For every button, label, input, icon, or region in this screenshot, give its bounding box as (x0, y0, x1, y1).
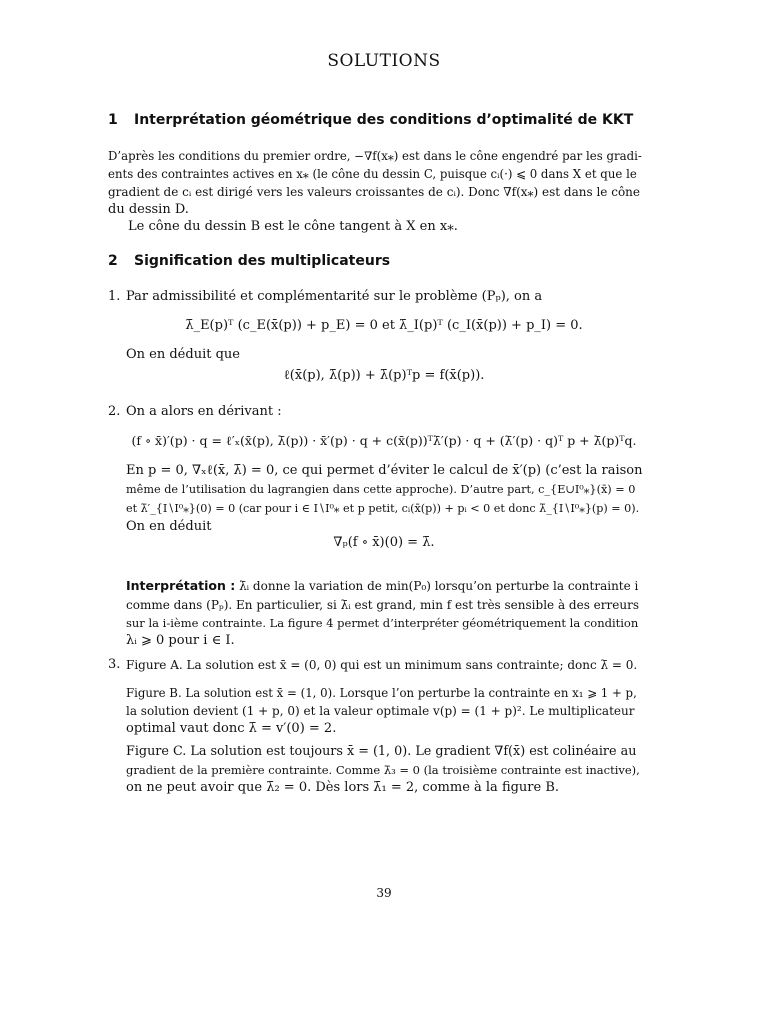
section-1-number: 1 (108, 112, 118, 128)
section-1-line-4: du dessin D. (108, 202, 189, 217)
section-1-line-2: ents des contraintes actives en x⁎ (le cône du dessin C, puisque cᵢ(·) ⩽ 0 dans X et que le (108, 167, 637, 181)
figure-c-line-1: Figure C. La solution est toujours x̄ = (1, 0). Le gradient ∇f(x̄) est colinéaire au (126, 744, 637, 759)
interpretation-label: Interprétation : (126, 578, 236, 593)
figure-c-line-3: on ne peut avoir que λ̄₂ = 0. Dès lors λ̄₁ = 2, comme à la figure B. (126, 780, 560, 795)
item-2-line-2: même de l’utilisation du lagrangien dans cette approche). D’autre part, c_{E∪I⁰⁎}(x̄) = 0 (126, 483, 636, 496)
item-2-line-1: En p = 0, ∇ₓℓ(x̄, λ̄) = 0, ce qui permet d’éviter le calcul de x̄′(p) (c’est la raison (126, 463, 643, 478)
section-1-line-1: D’après les conditions du premier ordre, −∇f(x⁎) est dans le cône engendré par les gradi- (108, 149, 642, 163)
section-1-heading (108, 112, 633, 128)
item-2-number: 2. (108, 404, 121, 419)
item-2-line-4: On en déduit (126, 519, 212, 534)
interpretation-line-2: comme dans (Pₚ). En particulier, si λ̄ᵢ est grand, min f est très sensible à des erreurs (126, 598, 639, 612)
section-2-number: 2 (108, 253, 118, 269)
page-title: SOLUTIONS (327, 51, 441, 71)
section-1-line-5: Le cône du dessin B est le cône tangent à X en x⁎. (128, 219, 458, 234)
figure-b-line-3: optimal vaut donc λ̄ = v′(0) = 2. (126, 721, 337, 736)
item-1-equation-1: λ̄_E(p)ᵀ (c_E(x̄(p)) + p_E) = 0 et λ̄_I(p)ᵀ (c_I(x̄(p)) + p_I) = 0. (185, 318, 583, 333)
item-3-number: 3. (108, 657, 121, 672)
figure-c-line-2: gradient de la première contrainte. Comme λ̄₃ = 0 (la troisième contrainte est inactive), (126, 763, 640, 777)
section-2-title: Signification des multiplicateurs (134, 253, 391, 269)
item-2-line-3: et λ̄′_{I∖I⁰⁎}(0) = 0 (car pour i ∈ I∖I⁰⁎ et p petit, cᵢ(x̄(p)) + pᵢ < 0 et donc λ̄_{I∖I⁰⁎}(p) = 0). (126, 502, 640, 515)
interpretation-line-3: sur la i-ième contrainte. La figure 4 permet d’interpréter géométriquement la condition (126, 616, 639, 630)
item-1-equation-2: ℓ(x̄(p), λ̄(p)) + λ̄(p)ᵀp = f(x̄(p)). (283, 368, 485, 383)
interpretation-line-1 (126, 578, 643, 594)
section-2-heading (108, 253, 390, 269)
item-1-text-2: On en déduit que (126, 347, 240, 362)
item-1-number: 1. (108, 289, 121, 304)
section-1-title: Interprétation géométrique des conditions d’optimalité de KKT (134, 112, 634, 128)
figure-b-line-1: Figure B. La solution est x̄ = (1, 0). Lorsque l’on perturbe la contrainte en x₁ ⩾ 1 + p, (126, 686, 637, 700)
figure-a-text: Figure A. La solution est x̄ = (0, 0) qui est un minimum sans contrainte; donc λ̄ = 0. (126, 658, 638, 672)
item-2-text: On a alors en dérivant : (126, 404, 282, 419)
interpretation-text-1: λ̄ᵢ donne la variation de min(P₀) lorsqu’on perturbe la contrainte i (235, 579, 639, 593)
figure-b-line-2: la solution devient (1 + p, 0) et la valeur optimale v(p) = (1 + p)². Le multiplicateur (126, 704, 635, 718)
interpretation-line-4: λᵢ ⩾ 0 pour i ∈ I. (126, 633, 235, 648)
item-2-equation-2: ∇ₚ(f ∘ x̄)(0) = λ̄. (333, 535, 435, 550)
item-1-text: Par admissibilité et complémentarité sur le problème (Pₚ), on a (126, 289, 543, 304)
page-number: 39 (376, 886, 392, 900)
section-1-line-3: gradient de cᵢ est dirigé vers les valeurs croissantes de cᵢ). Donc ∇f(x⁎) est dans le cône (108, 185, 641, 199)
item-2-equation-1: (f ∘ x̄)′(p) · q = ℓ′ₓ(x̄(p), λ̄(p)) · x̄′(p) · q + c(x̄(p))ᵀλ̄′(p) · q + (λ̄′(p) · q)ᵀ p + λ̄(p)ᵀq. (131, 433, 637, 448)
